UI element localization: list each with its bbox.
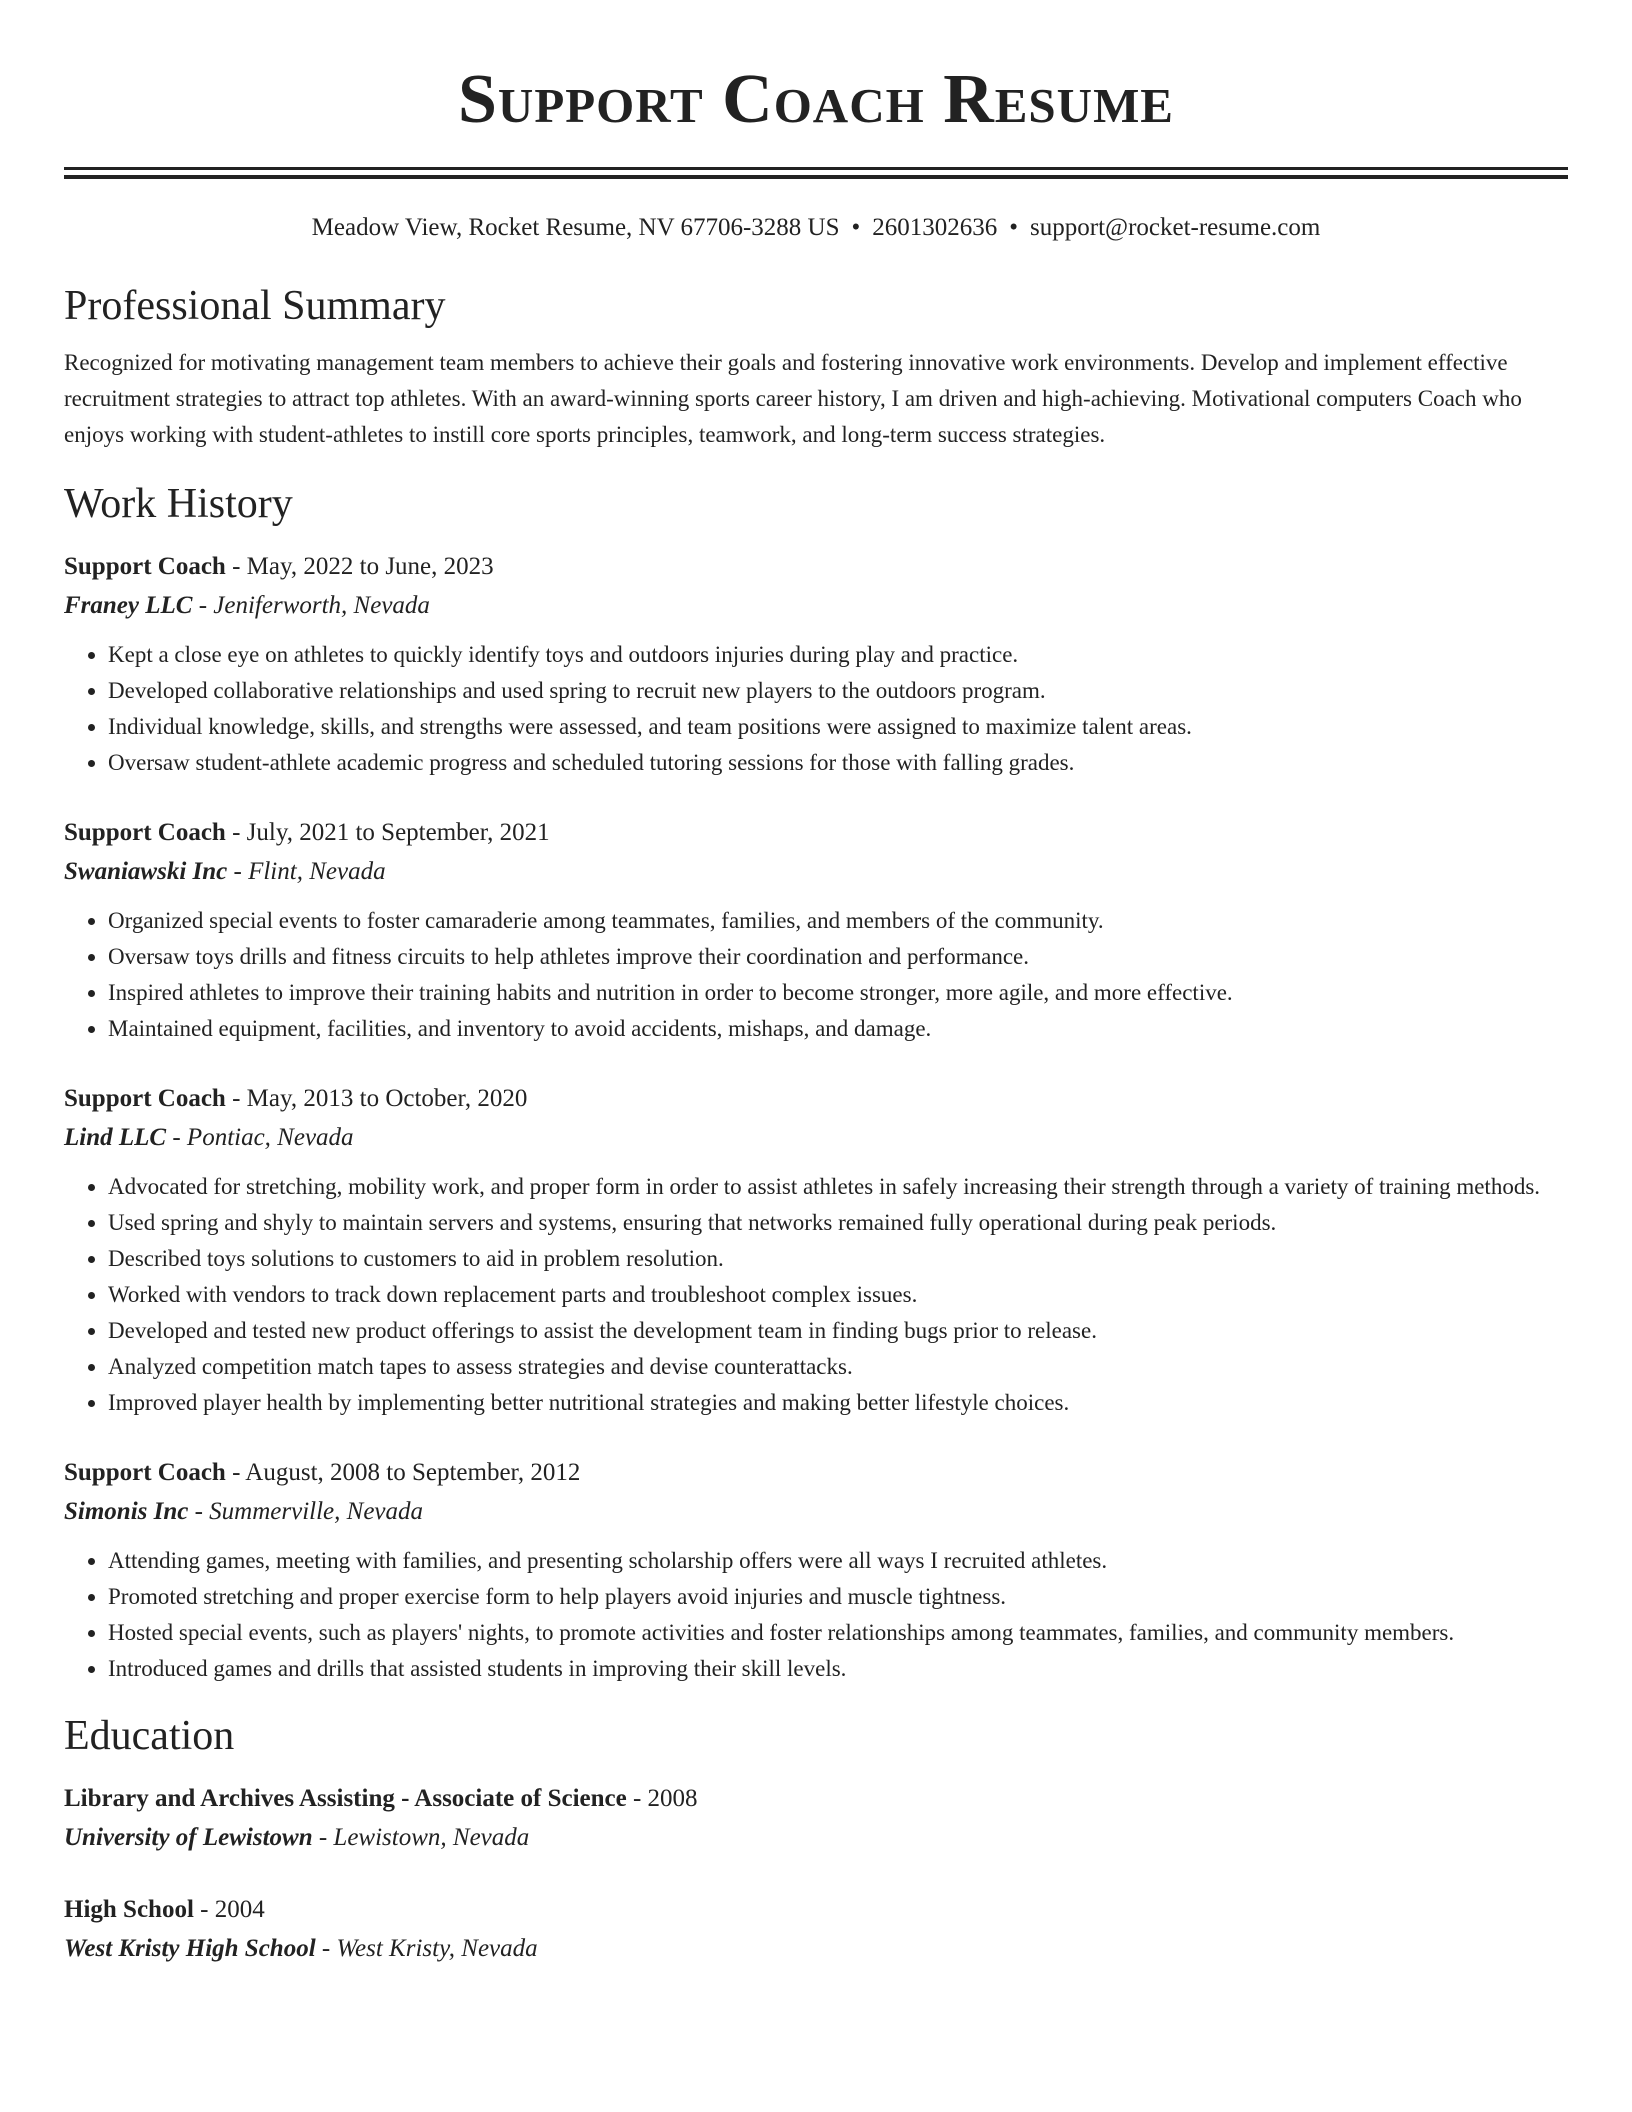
job-entry xyxy=(64,1079,1568,1421)
job-title: Support Coach xyxy=(64,553,226,580)
education-heading: Education xyxy=(64,1713,235,1759)
degree-line xyxy=(64,1890,1568,1929)
contact-separator: • xyxy=(1009,214,1019,241)
job-title-line xyxy=(64,547,1568,586)
job-company-line xyxy=(64,1492,1568,1531)
job-entry xyxy=(64,813,1568,1047)
job-dates: - May, 2013 to October, 2020 xyxy=(225,1085,528,1112)
job-company-line xyxy=(64,586,1568,625)
contact-address: Meadow View, Rocket Resume, NV 67706-3288 US xyxy=(311,214,840,241)
job-company: Franey LLC xyxy=(64,592,193,619)
job-bullets xyxy=(64,637,1568,781)
job-company-line xyxy=(64,852,1568,891)
job-bullet: • Inspired athletes to improve their training habits and nutrition in order to become stronger, more agile, and more effective. xyxy=(108,975,1568,1011)
school-location: - West Kristy, Nevada xyxy=(315,1935,538,1962)
job-bullets xyxy=(64,903,1568,1047)
contact-line xyxy=(64,213,1568,243)
work-history-heading: Work History xyxy=(64,481,293,527)
degree-name: Library and Archives Assisting - Associate of Science xyxy=(64,1785,627,1812)
job-location: - Pontiac, Nevada xyxy=(166,1124,354,1151)
job-bullet: • Improved player health by implementing better nutritional strategies and making better lifestyle choices. xyxy=(108,1385,1568,1421)
degree-name: High School xyxy=(64,1896,194,1923)
job-bullet: • Developed and tested new product offerings to assist the development team in finding bugs prior to release. xyxy=(108,1313,1568,1349)
school-line xyxy=(64,1818,1568,1857)
job-bullet: • Worked with vendors to track down replacement parts and troubleshoot complex issues. xyxy=(108,1277,1568,1313)
job-bullet: • Oversaw student-athlete academic progress and scheduled tutoring sessions for those with falling grades. xyxy=(108,745,1568,781)
degree-year: - 2004 xyxy=(193,1896,265,1923)
job-title-line xyxy=(64,1453,1568,1492)
job-location: - Summerville, Nevada xyxy=(188,1498,424,1525)
job-bullets xyxy=(64,1169,1568,1421)
job-dates: - May, 2022 to June, 2023 xyxy=(225,553,494,580)
school-name: West Kristy High School xyxy=(64,1935,316,1962)
job-location: - Jeniferworth, Nevada xyxy=(192,592,430,619)
job-dates: - July, 2021 to September, 2021 xyxy=(225,819,550,846)
job-bullet: • Kept a close eye on athletes to quickly identify toys and outdoors injuries during play and practice. xyxy=(108,637,1568,673)
resume-title: Support Coach Resume xyxy=(458,61,1174,138)
job-bullet: • Attending games, meeting with families, and presenting scholarship offers were all ways I recruited athletes. xyxy=(108,1543,1568,1579)
job-bullet: • Described toys solutions to customers to aid in problem resolution. xyxy=(108,1241,1568,1277)
job-entry xyxy=(64,1453,1568,1687)
contact-separator: • xyxy=(851,214,861,241)
education-entry xyxy=(64,1890,1568,1968)
job-company: Swaniawski Inc xyxy=(64,858,228,885)
job-bullet: • Advocated for stretching, mobility work, and proper form in order to assist athletes in safely increasing their strength through a variety of training methods. xyxy=(108,1169,1568,1205)
job-bullet: • Promoted stretching and proper exercise form to help players avoid injuries and muscle tightness. xyxy=(108,1579,1568,1615)
school-name: University of Lewistown xyxy=(64,1824,313,1851)
job-bullets xyxy=(64,1543,1568,1687)
job-bullet: • Analyzed competition match tapes to assess strategies and devise counterattacks. xyxy=(108,1349,1568,1385)
job-entry xyxy=(64,547,1568,781)
job-title: Support Coach xyxy=(64,1459,226,1486)
job-dates: - August, 2008 to September, 2012 xyxy=(225,1459,581,1486)
job-bullet: • Hosted special events, such as players' nights, to promote activities and foster relationships among teammates, families, and community members. xyxy=(108,1615,1568,1651)
job-bullet: • Used spring and shyly to maintain servers and systems, ensuring that networks remained fully operational during peak periods. xyxy=(108,1205,1568,1241)
job-bullet: • Organized special events to foster camaraderie among teammates, families, and members of the community. xyxy=(108,903,1568,939)
job-bullet: • Introduced games and drills that assisted students in improving their skill levels. xyxy=(108,1651,1568,1687)
job-bullet: • Individual knowledge, skills, and strengths were assessed, and team positions were assigned to maximize talent areas. xyxy=(108,709,1568,745)
job-company-line xyxy=(64,1118,1568,1157)
summary-text: Recognized for motivating management team members to achieve their goals and fostering innovative work environments. Develop and implement effective recruitment strategies to attract top athletes. With an award-winning sports career history, I am driven and high-achieving. Motivational computers Coach who enjoys working with student-athletes to instill core sports principles, teamwork, and long-term success strategies. xyxy=(64,350,1522,447)
job-location: - Flint, Nevada xyxy=(227,858,386,885)
school-line xyxy=(64,1929,1568,1968)
contact-phone: 2601302636 xyxy=(872,214,998,241)
job-bullet: • Maintained equipment, facilities, and inventory to avoid accidents, mishaps, and damage. xyxy=(108,1011,1568,1047)
school-location: - Lewistown, Nevada xyxy=(312,1824,530,1851)
job-company: Lind LLC xyxy=(64,1124,167,1151)
degree-line xyxy=(64,1779,1568,1818)
job-title-line xyxy=(64,1079,1568,1118)
job-title: Support Coach xyxy=(64,819,226,846)
degree-year: - 2008 xyxy=(626,1785,698,1812)
title-divider xyxy=(64,167,1568,179)
education-entry xyxy=(64,1779,1568,1857)
job-title: Support Coach xyxy=(64,1085,226,1112)
job-bullet: • Oversaw toys drills and fitness circuits to help athletes improve their coordination and performance. xyxy=(108,939,1568,975)
job-title-line xyxy=(64,813,1568,852)
job-bullet: • Developed collaborative relationships and used spring to recruit new players to the outdoors program. xyxy=(108,673,1568,709)
summary-heading: Professional Summary xyxy=(64,283,446,329)
job-company: Simonis Inc xyxy=(64,1498,189,1525)
contact-email: support@rocket-resume.com xyxy=(1030,214,1321,241)
